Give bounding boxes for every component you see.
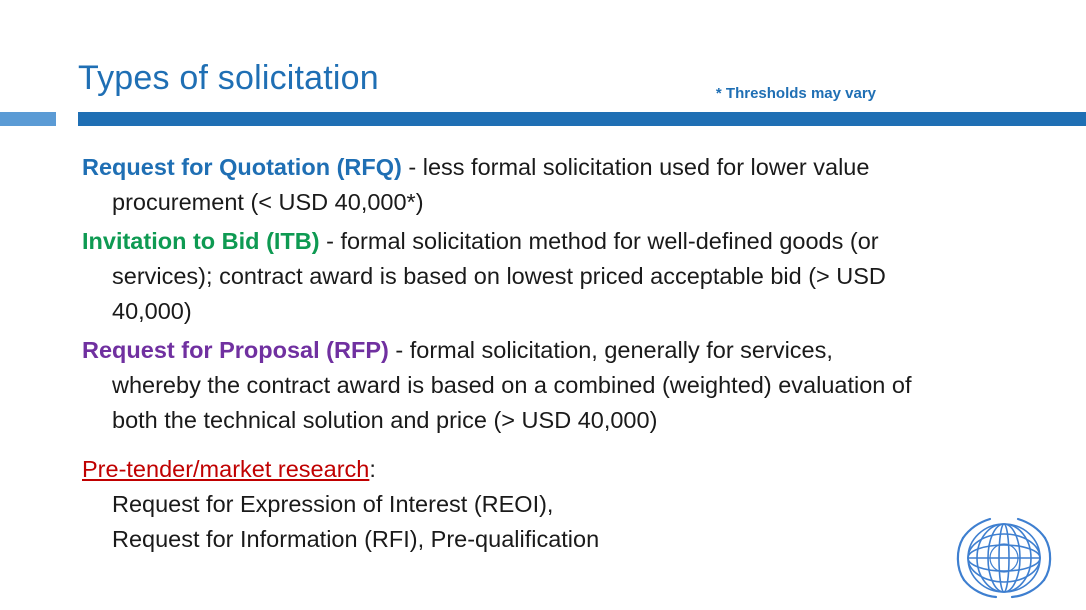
rfp-term: Request for Proposal (RFP) xyxy=(82,337,389,363)
page-title: Types of solicitation xyxy=(78,58,379,97)
slide-body xyxy=(82,150,912,557)
itb-term: Invitation to Bid (ITB) xyxy=(82,228,320,254)
paragraph-pretender xyxy=(82,452,912,487)
pretender-colon: : xyxy=(369,456,376,482)
rfq-term: Request for Quotation (RFQ) xyxy=(82,154,402,180)
paragraph-rfp xyxy=(82,333,912,438)
paragraph-rfq xyxy=(82,150,912,220)
paragraph-itb xyxy=(82,224,912,329)
pretender-term: Pre-tender/market research xyxy=(82,456,370,482)
rfp-description: - formal solicitation, generally for services, whereby the contract award is based on a combined (weighted) evaluation of both the technical solution and price (> USD 40,000) xyxy=(112,337,912,433)
pretender-line-2: Request for Information (RFI), Pre-qualification xyxy=(112,526,600,552)
pretender-line-1: Request for Expression of Interest (REOI), xyxy=(112,491,554,517)
united-nations-emblem-icon xyxy=(950,506,1058,604)
rfq-description: - less formal solicitation used for lower value procurement (< USD 40,000*) xyxy=(112,154,870,215)
divider-bar-main xyxy=(78,112,1086,126)
itb-description: - formal solicitation method for well-defined goods (or services); contract award is based on lowest priced acceptable bid (> USD 40,000) xyxy=(112,228,886,324)
divider-bar-accent xyxy=(0,112,56,126)
threshold-note: * Thresholds may vary xyxy=(715,85,876,102)
